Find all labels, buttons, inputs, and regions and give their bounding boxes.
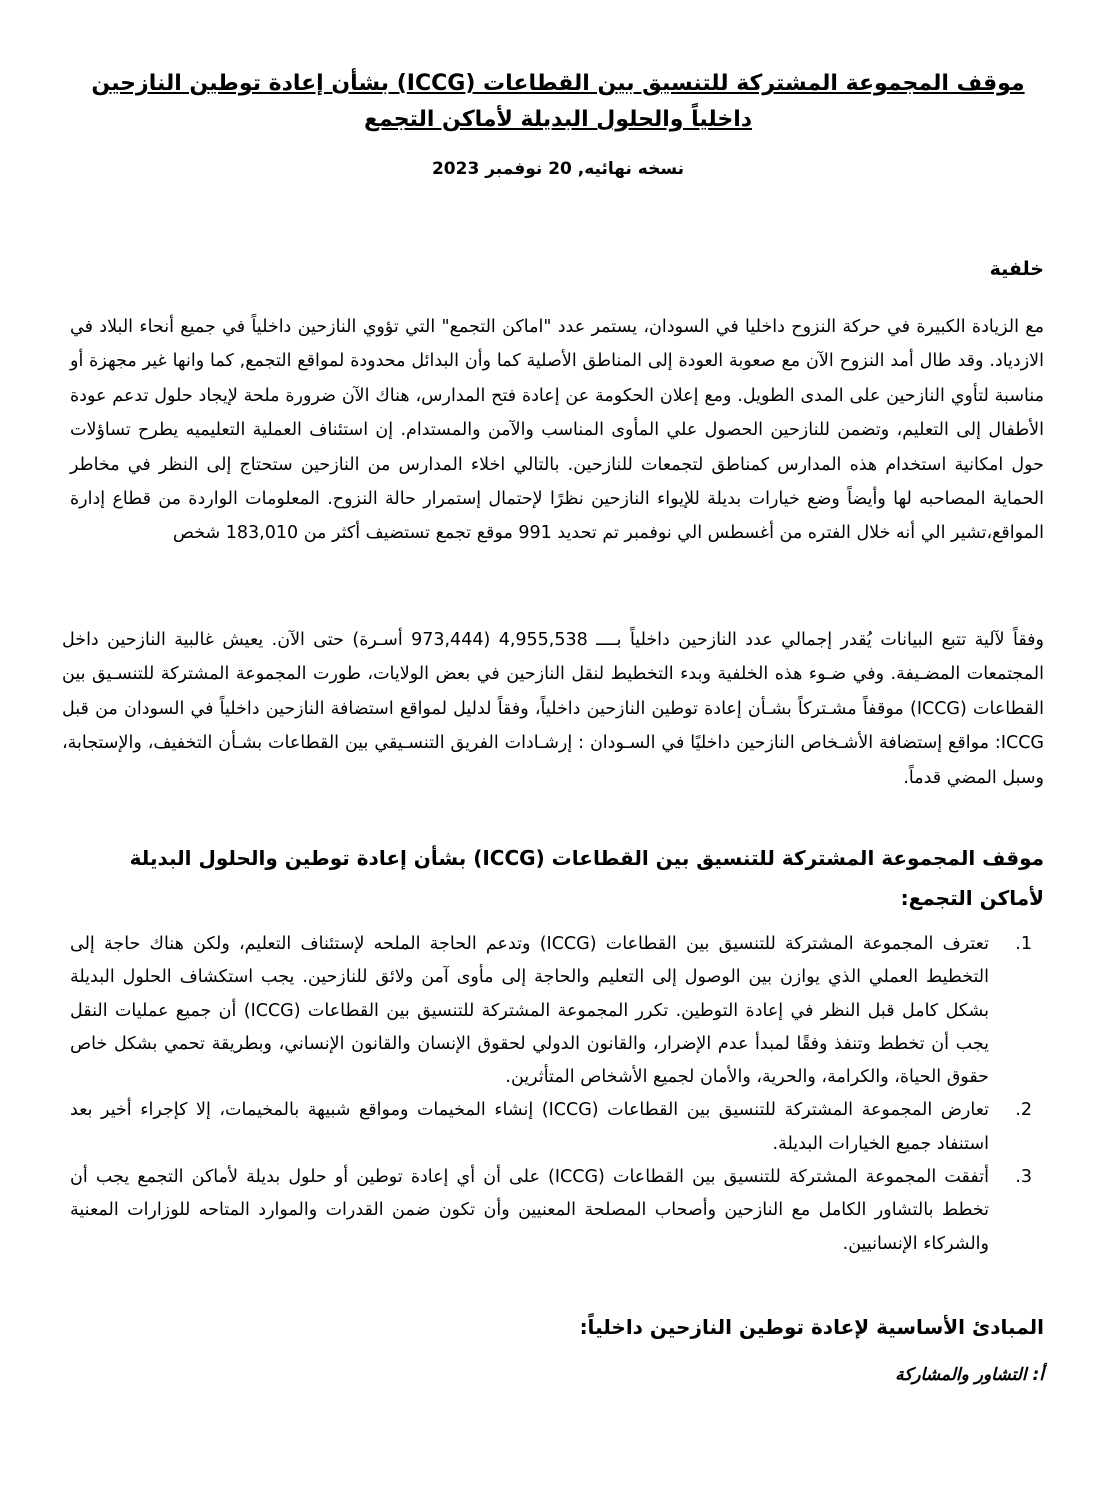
list-item-text: تعترف المجموعة المشتركة للتنسيق بين القطاعات (ICCG) وتدعم الحاجة الملحه لإستئناف التعليم، ولكن هناك حاجة إلى التخطيط العملي الذي يوازن بين الوصول إلى التعليم والحاجة إلى مأوى آمن ولائق للنازحين. يجب استكشاف الحلول البديلة بشكل كامل قبل النظر في إعادة التوطين. تكرر المجموعة المشتركة للتنسيق بين القطاعات (ICCG) أن جميع عمليات النقل يجب أن تخطط وتنفذ وفقًا لمبدأ عدم الإضرار، والقانون الدولي لحقوق الإنسان والقانون الإنساني، وبطريقة تحمي بشكل خاص حقوق الحياة، والكرامة، والحرية، والأمان لجميع الأشخاص المتأثرين.	[70, 934, 989, 1088]
list-item	[70, 1094, 1044, 1161]
document-title: موقف المجموعة المشتركة للتنسيق بين القطاعات (ICCG) بشأن إعادة توطين النازحين داخلياً والحلول البديلة لأماكن التجمع	[91, 71, 1025, 132]
position-list	[70, 928, 1044, 1261]
list-item-number: 1.	[1015, 934, 1032, 954]
background-paragraph-2: وفقاً لآلية تتبع البيانات يُقدر إجمالي عدد النازحين داخلياً بــــ 4,955,538 (973,444 أسـرة) حتى الآن. يعيش غالبية النازحين داخل المجتمعات المضـيفة. وفي ضـوء هذه الخلفية وبدء التخطيط لنقل النازحين في بعض الولايات، طورت المجموعة المشتركة للتنسـيق بين القطاعات (ICCG) موقفاً مشـتركاً بشـأن إعادة توطين النازحين داخلياً، وفقاً لدليل لمواقع استضافة النازحين داخلياً في السودان من قبل ICCG: مواقع إستضافة الأشـخاص النازحين داخليًا في السـودان : إرشـادات الفريق التنسـيقي بين القطاعات بشـأن التخفيف، والإستجابة، وسبل المضي قدماً.	[62, 630, 1045, 788]
position-heading: موقف المجموعة المشتركة للتنسيق بين القطاعات (ICCG) بشأن إعادة توطين والحلول البديلة لأماكن التجمع:	[129, 846, 1044, 910]
principles-heading: المبادئ الأساسية لإعادة توطين النازحين داخلياً:	[579, 1315, 1044, 1339]
background-paragraph-1: مع الزيادة الكبيرة في حركة النزوح داخليا في السودان، يستمر عدد "اماكن التجمع" التي تؤوي النازحين داخلياً في جميع أنحاء البلاد في الازدياد. وقد طال أمد النزوح الآن مع صعوبة العودة إلى المناطق الأصلية كما وأن البدائل محدودة لمواقع التجمع, كما وانها غير مجهزة أو مناسبة لتأوي النازحين على المدى الطويل. ومع إعلان الحكومة عن إعادة فتح المدارس، هناك الآن ضرورة ملحة لإيجاد حلول تدعم عودة الأطفال إلى التعليم، وتضمن للنازحين الحصول علي المأوى المناسب والآمن والمستدام. إن استئناف العملية التعليميه يطرح تساؤلات حول امكانية استخدام هذه المدارس كمناطق لتجمعات للنازحين. بالتالي اخلاء المدارس من النازحين ستحتاج إلى النظر في مخاطر الحماية المصاحبه لها وأيضاً وضع خيارات بديلة للإيواء النازحين نظرًا لإحتمال إستمرار حالة النزوح. المعلومات الواردة من قطاع إدارة المواقع،تشير الي أنه خلال الفتره من أغسطس الي نوفمبر تم تحديد 991 موقع تجمع تستضيف أكثر من 183,010 شخص	[70, 317, 1044, 544]
version-date-line: نسخه نهائيه, 20 نوفمبر 2023	[431, 159, 685, 179]
principles-subheading: أ: التشاور والمشاركة	[895, 1365, 1044, 1385]
list-item	[70, 1161, 1044, 1261]
list-item	[70, 928, 1044, 1094]
background-heading: خلفية	[989, 258, 1044, 280]
list-item-number: 2.	[1015, 1100, 1032, 1121]
list-item-text: تعارض المجموعة المشتركة للتنسيق بين القطاعات (ICCG) إنشاء المخيمات ومواقع شبيهة بالمخيمات، إلا كإجراء أخير بعد استنفاد جميع الخيارات البديلة.	[70, 1100, 990, 1154]
list-item-text: أتفقت المجموعة المشتركة للتنسيق بين القطاعات (ICCG) على أن أي إعادة توطين أو حلول بديلة لأماكن التجمع يجب أن تخطط بالتشاور الكامل مع النازحين وأصحاب المصلحة المعنيين وأن تكون ضمن القدرات والموارد المتاحه للوزارات المعنية والشركاء الإنسانيين.	[70, 1167, 989, 1254]
list-item-number: 3.	[1015, 1167, 1032, 1188]
